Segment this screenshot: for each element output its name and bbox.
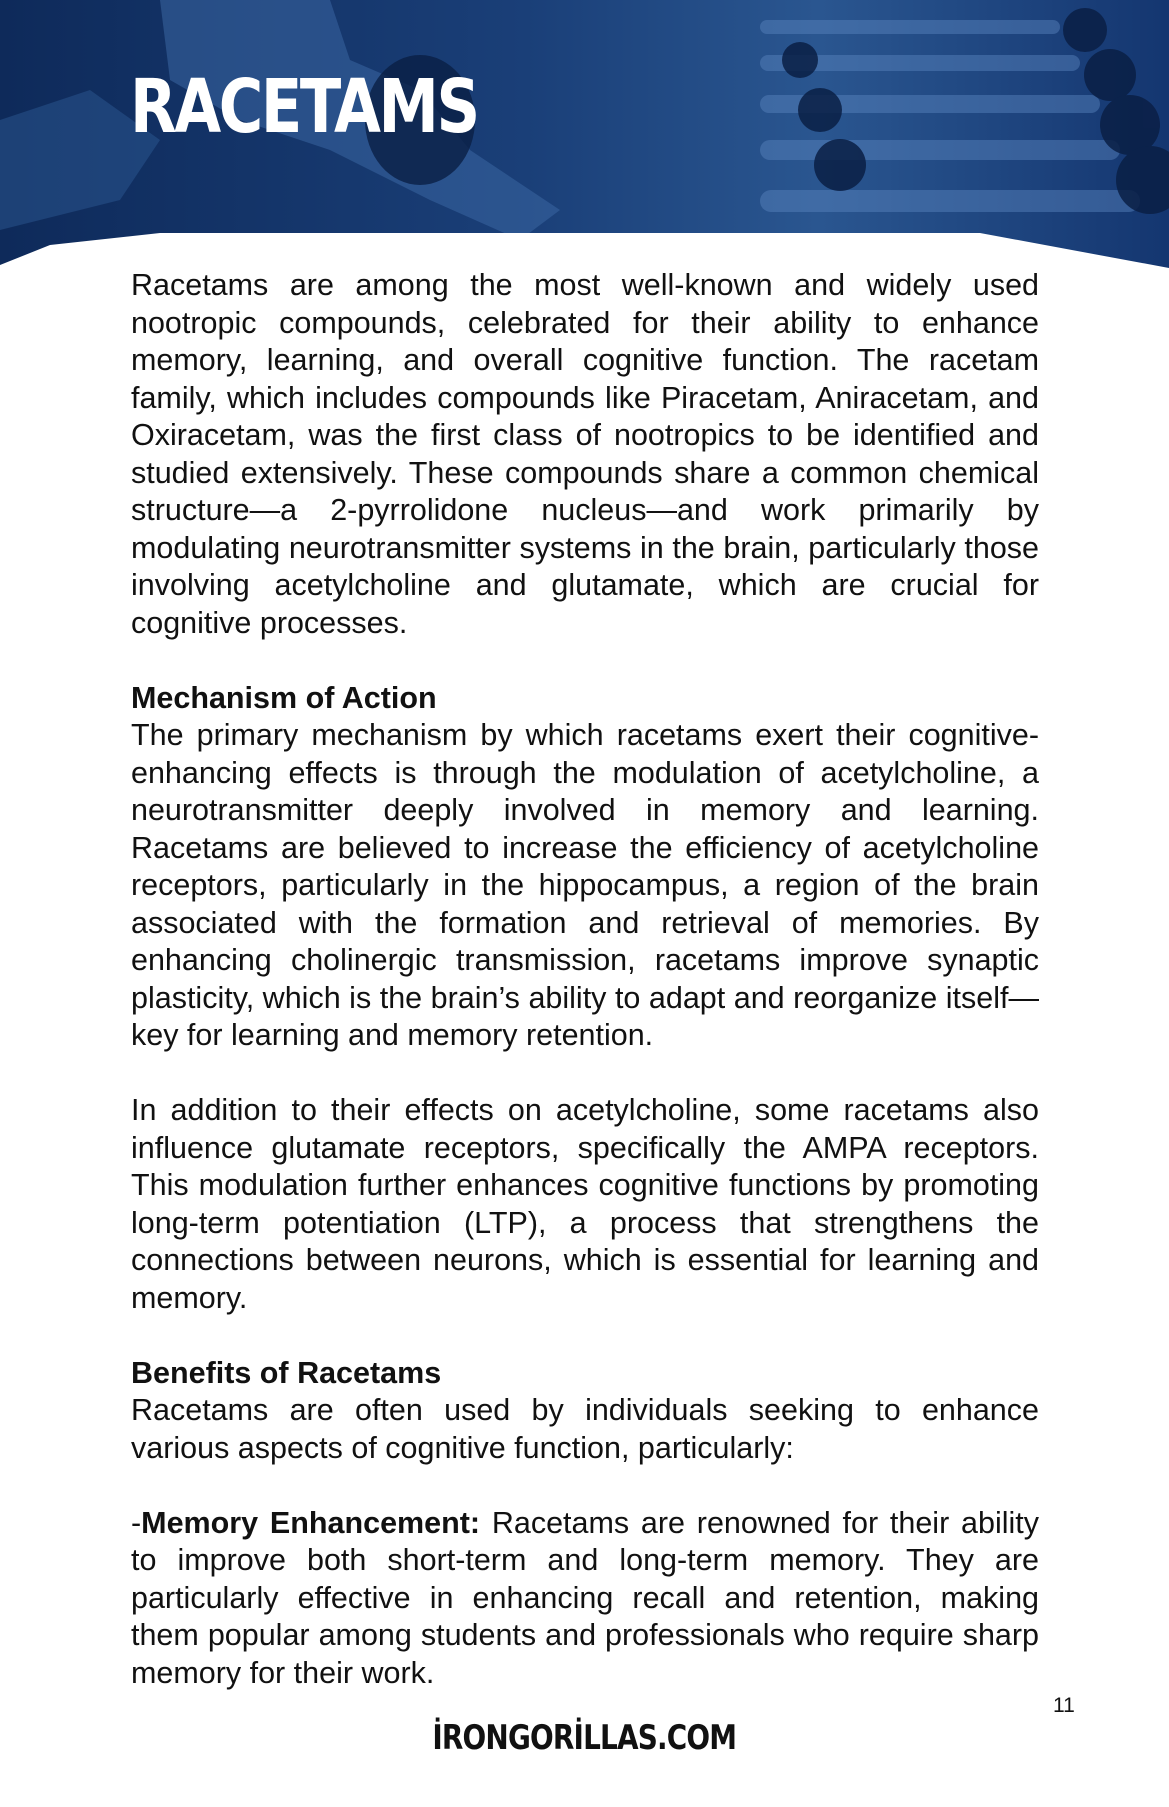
footer-brand: [0, 1718, 1169, 1758]
memory-enhancement-label: Memory Enhancement:: [141, 1505, 481, 1540]
benefits-heading: Benefits of Racetams: [131, 1355, 442, 1390]
memory-enhancement-item: [131, 1505, 1039, 1693]
benefits-intro: Racetams are often used by individuals seeking to enhance various aspects of cognitive function, particularly:: [131, 1393, 1039, 1465]
brand-text: İRONGORİLLAS.COM: [432, 1718, 737, 1758]
header-banner: [0, 0, 1169, 275]
list-dash: -: [131, 1505, 142, 1540]
page-title: RACETAMS: [130, 64, 478, 150]
memory-enhancement-text: Racetams are renowned for their ability to improve both short-term and long-term memory. They are particularly effective in enhancing recall and retention, making them popular among students and professionals who require sharp memory for their work.: [131, 1505, 1039, 1690]
mechanism-heading: Mechanism of Action: [131, 680, 437, 715]
mechanism-paragraph-1: The primary mechanism by which racetams exert their cognitive-enhancing effects is through the modulation of acetylcholine, a neurotransmitter deeply involved in memory and learning. Racetams are believed to increase the efficiency of acetylcholine receptors, particularly in the hippocampus, a region of the brain associated with the formation and retrieval of memories. By enhancing cholinergic transmission, racetams improve synaptic plasticity, which is the brain’s ability to adapt and reorganize itself—key for learning and memory retention.: [131, 718, 1039, 1052]
mechanism-paragraph-2: In addition to their effects on acetylcholine, some racetams also influence glutamate receptors, specifically the AMPA receptors. This modulation further enhances cognitive functions by promoting long-term potentiation (LTP), a process that strengthens the connections between neurons, which is essential for learning and memory.: [131, 1093, 1039, 1315]
article-body: [131, 267, 1039, 1692]
intro-paragraph: Racetams are among the most well-known and widely used nootropic compounds, celebrated for their ability to enhance memory, learning, and overall cognitive function. The racetam family, which includes compounds like Piracetam, Aniracetam, and Oxiracetam, was the first class of nootropics to be identified and studied extensively. These compounds share a common chemical structure—a 2-pyrrolidone nucleus—and work primarily by modulating neurotransmitter systems in the brain, particularly those involving acetylcholine and glutamate, which are crucial for cognitive processes.: [131, 268, 1039, 640]
page-number: 11: [1053, 1694, 1075, 1717]
